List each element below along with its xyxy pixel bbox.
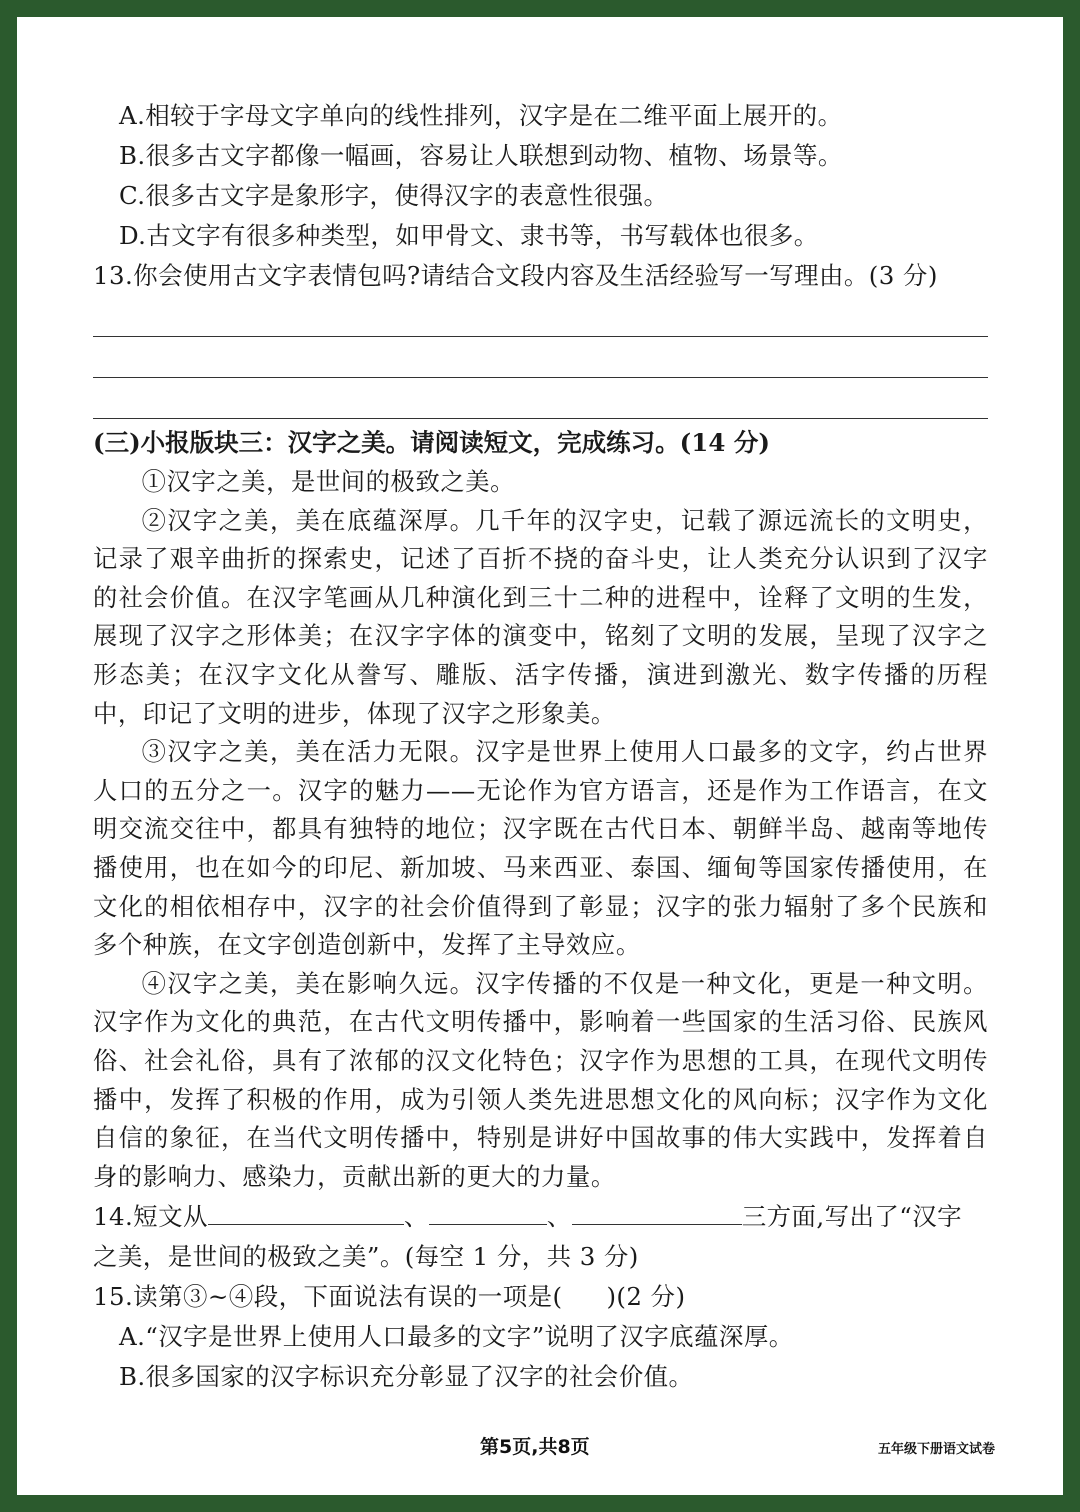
q14-blank-1[interactable] bbox=[208, 1196, 404, 1225]
q15-suffix: )(2 分) bbox=[606, 1282, 686, 1312]
question-13: 13.你会使用古文字表情包吗?请结合文段内容及生活经验写一写理由。(3 分) bbox=[93, 261, 938, 290]
answer-line-2[interactable] bbox=[93, 337, 988, 378]
exam-title: 五年级下册语文试卷 bbox=[878, 1442, 996, 1457]
q14-blank-2[interactable] bbox=[429, 1196, 547, 1225]
exam-page-content bbox=[93, 96, 988, 1397]
question-15 bbox=[93, 1277, 988, 1317]
passage-paragraph-2: ②汉字之美，美在底蕴深厚。几千年的汉字史，记载了源远流长的文明史，记录了艰辛曲折的探索史，记述了百折不挠的奋斗史，让人类充分认识到了汉字的社会价值。在汉字笔画从几种演化到三十二种的进程中，诠释了文明的生发，展现了汉字之形体美；在汉字字体的演变中，铭刻了文明的发展，呈现了汉字之形态美；在汉字文化从誊写、雕版、活字传播，演进到激光、数字传播的历程中，印记了文明的进步，体现了汉字之形象美。 bbox=[93, 505, 988, 728]
passage-paragraph-1: ①汉字之美，是世间的极致之美。 bbox=[141, 467, 516, 496]
q12-option-c: C.很多古文字是象形字，使得汉字的表意性很强。 bbox=[119, 181, 669, 210]
q12-option-d: D.古文字有很多种类型，如甲骨文、隶书等，书写载体也很多。 bbox=[119, 221, 819, 250]
answer-line-1[interactable] bbox=[93, 296, 988, 337]
q14-suffix: 三方面,写出了“汉字 bbox=[741, 1202, 962, 1232]
q15-prefix: 15.读第③~④段，下面说法有误的一项是( bbox=[93, 1282, 563, 1312]
passage-paragraph-4: ④汉字之美，美在影响久远。汉字传播的不仅是一种文化，更是一种文明。汉字作为文化的典范，在古代文明传播中，影响着一些国家的生活习俗、民族风俗、社会礼俗，具有了浓郁的汉文化特色；汉字作为思想的工具，在现代文明传播中，发挥了积极的作用，成为引领人类先进思想文化的风向标；汉字作为文化自信的象征，在当代文明传播中，特别是讲好中国故事的伟大实践中，发挥着自身的影响力、感染力，贡献出新的更大的力量。 bbox=[93, 968, 988, 1191]
question-14 bbox=[93, 1196, 988, 1237]
q12-option-a: A.相较于字母文字单向的线性排列，汉字是在二维平面上展开的。 bbox=[119, 101, 843, 130]
answer-line-3[interactable] bbox=[93, 378, 988, 419]
q12-option-b: B.很多古文字都像一幅画，容易让人联想到动物、植物、场景等。 bbox=[119, 141, 843, 170]
q15-option-b: B.很多国家的汉字标识充分彰显了汉字的社会价值。 bbox=[119, 1362, 694, 1392]
q14-prefix: 14.短文从 bbox=[93, 1202, 208, 1232]
page-number: 第5页,共8页 bbox=[480, 1436, 590, 1458]
q15-option-a: A.“汉字是世界上使用人口最多的文字”说明了汉字底蕴深厚。 bbox=[119, 1322, 794, 1352]
q14-sep-2: 、 bbox=[546, 1202, 572, 1232]
question-14-line-2: 之美，是世间的极致之美”。(每空 1 分，共 3 分) bbox=[93, 1242, 639, 1272]
q14-sep-1: 、 bbox=[403, 1202, 429, 1232]
passage-paragraph-3: ③汉字之美，美在活力无限。汉字是世界上使用人口最多的文字，约占世界人口的五分之一。汉字的魅力——无论作为官方语言，还是作为工作语言，在文明交流交往中，都具有独特的地位；汉字既在古代日本、朝鲜半岛、越南等地传播使用，也在如今的印尼、新加坡、马来西亚、泰国、缅甸等国家传播使用，在文化的相依相存中，汉字的社会价值得到了彰显；汉字的张力辐射了多个民族和多个种族，在文字创造创新中，发挥了主导效应。 bbox=[93, 737, 988, 960]
section-3-heading: (三)小报版块三：汉字之美。请阅读短文，完成练习。(14 分) bbox=[93, 428, 770, 457]
q14-blank-3[interactable] bbox=[572, 1196, 742, 1225]
